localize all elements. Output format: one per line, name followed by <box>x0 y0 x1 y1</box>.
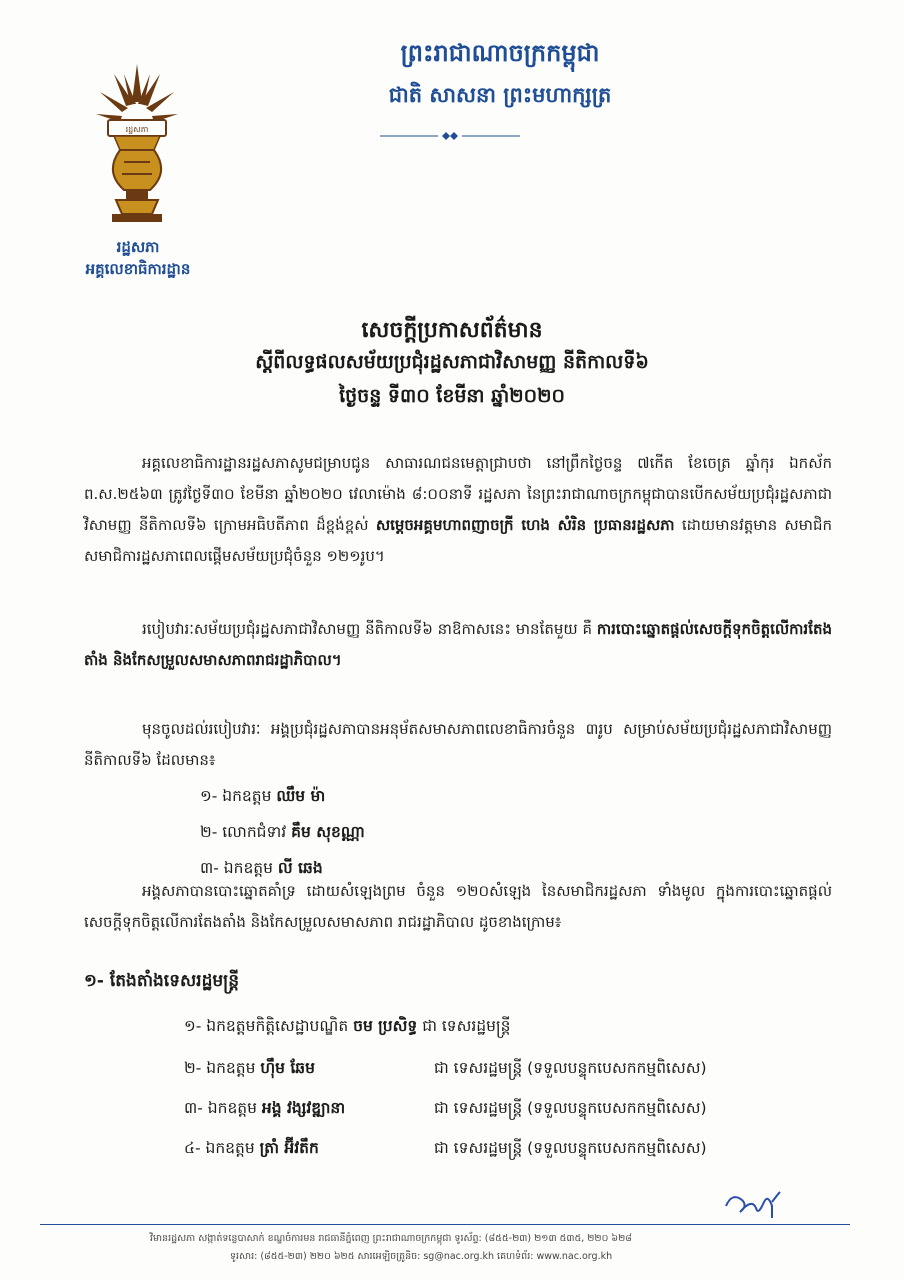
document-subtitle: ស្តីពីលទ្ធផលសម័យប្រជុំរដ្ឋសភាជាវិសាមញ្ញ នីតិកាលទី៦ <box>255 351 649 373</box>
list-item: ១- ឯកឧត្តមកិត្តិសេដ្ឋាបណ្ឌិត ចម ប្រសិទ្ធ ជា ទេសរដ្ឋមន្ត្រី <box>184 1017 511 1035</box>
paragraph-vote-text: អង្គសភាបានបោះឆ្នោតគាំទ្រ ដោយសំឡេងព្រម ចំនួន ១២០សំឡេង នៃសមាជិករដ្ឋសភា ទាំងមូល ក្នុងការបោះឆ្នោតផ្តល់សេចក្តីទុកចិត្តលើការតែងតាំង និងកែសម្រួលសមាសភាព រាជរដ្ឋាភិបាល ដូចខាងក្រោម៖ <box>84 882 832 931</box>
minister-role: ជា ទេសរដ្ឋមន្ត្រី <box>422 1017 511 1035</box>
secretary-name: គឹម សុខណ្ណា <box>291 823 365 841</box>
list-item: ៤- ឯកឧត្តម ត្រាំ អ៊ីវតឹក ជា ទេសរដ្ឋមន្ត្រី (ទទួលបន្ទុកបេសកកម្មពិសេស) <box>184 1139 707 1157</box>
document-date: ថ្ងៃចន្ទ ទី៣០ ខែមីនា ឆ្នាំ២០២០ <box>339 385 565 407</box>
minister-name: ចម ប្រសិទ្ធ <box>353 1017 418 1035</box>
agenda-item: ការបោះឆ្នោតផ្តល់សេចក្តីទុកចិត្តលើការតែងតាំង និងកែសម្រួលសមាសភាពរាជរដ្ឋាភិបាល។ <box>84 620 832 669</box>
ministry-name-line1: រដ្ឋសភា <box>116 238 160 256</box>
paragraph-opening <box>84 448 832 572</box>
paragraph-opening-text: អគ្គលេខាធិការដ្ឋានរដ្ឋសភាសូមជម្រាបជូន សាធារណជនមេត្តាជ្រាបថា នៅព្រឹកថ្ងៃចន្ទ ៧កើត ខែចេត្រ ឆ្នាំកុរ ឯកស័ក ព.ស.២៥៦៣ ត្រូវថ្ងៃទី៣០ ខែមីនា ឆ្នាំ២០២០ វេលាម៉ោង ៨:០០នាទី រដ្ឋសភា នៃព្រះរាជាណាចក្រកម្ពុជាបានបើកសម័យប្រជុំរដ្ឋសភាជាវិសាមញ្ញ នីតិកាលទី៦ ក្រោមអធិបតីភាព ដ៏ខ្ពង់ខ្ពស់ <box>84 454 832 534</box>
ministry-name-line2: អគ្គលេខាធិការដ្ឋាន <box>85 260 191 278</box>
svg-text:រដ្ឋសភា: រដ្ឋសភា <box>125 125 149 134</box>
footer-divider <box>40 1224 850 1225</box>
list-item: ១- ឯកឧត្តម ឈឹម ម៉ា <box>200 787 326 805</box>
document-title: សេចក្តីប្រកាសព័ត៌មាន <box>361 318 543 343</box>
section-heading: ១- តែងតាំងទេសរដ្ឋមន្ត្រី <box>84 971 240 991</box>
footer-contact: ទូរសារ: (៨៥៥-២៣) ២២០ ៦២៥ សារអេឡិចត្រូនិច: sg@nac.org.kh គេហទំព័រ: www.nac.org.kh <box>230 1251 613 1262</box>
secretary-name: ឈឹម ម៉ា <box>276 787 326 805</box>
signature-initial-icon <box>722 1188 782 1222</box>
footer-address: វិមានរដ្ឋសភា សង្កាត់ទន្លេបាសាក់ ខណ្ឌចំការមន រាជធានីភ្នំពេញ ព្រះរាជាណាចក្រកម្ពុជា ទូរស័ព្ទ: (៨៥៥-២៣) ២១៣ ៥៣៥, ២២០ ៦២៨ <box>150 1233 632 1244</box>
paragraph-agenda-text: របៀបវារៈសម័យប្រជុំរដ្ឋសភាជាវិសាមញ្ញ នីតិកាលទី៦ នាឱកាសនេះ មានតែមួយ គឺ <box>142 620 593 638</box>
list-item: ៣- ឯកឧត្តម លី ឆេង <box>200 859 323 877</box>
paragraph-agenda <box>84 614 832 676</box>
paragraph-vote <box>84 876 832 938</box>
minister-role: ជា ទេសរដ្ឋមន្ត្រី (ទទួលបន្ទុកបេសកកម្មពិសេស) <box>434 1139 707 1157</box>
paragraph-secretaries <box>84 714 832 776</box>
list-item: ២- ឯកឧត្តម ហ៊ឹម ឆែម ជា ទេសរដ្ឋមន្ត្រី (ទទួលបន្ទុកបេសកកម្មពិសេស) <box>184 1059 707 1077</box>
minister-name: ហ៊ឹម ឆែម <box>260 1059 315 1077</box>
minister-role: ជា ទេសរដ្ឋមន្ត្រី (ទទួលបន្ទុកបេសកកម្មពិសេស) <box>434 1059 707 1077</box>
minister-name: អង្គ វង្សវឌ្ឍានា <box>261 1099 346 1117</box>
minister-role: ជា ទេសរដ្ឋមន្ត្រី (ទទួលបន្ទុកបេសកកម្មពិសេស) <box>434 1099 707 1117</box>
national-assembly-emblem-icon <box>94 62 180 232</box>
president-name: សម្តេចអគ្គមហាពញាចក្រី ហេង សំរិន ប្រធានរដ្ឋសភា <box>375 516 675 534</box>
list-item: ៣- ឯកឧត្តម អង្គ វង្សវឌ្ឍានា ជា ទេសរដ្ឋមន្ត្រី (ទទួលបន្ទុកបេសកកម្មពិសេស) <box>184 1099 707 1117</box>
secretary-name: លី ឆេង <box>277 859 323 877</box>
paragraph-opening-end: ដោយមានវត្តមាន សមាជិក សមាជិការដ្ឋសភាពេលផ្តើមសម័យប្រជុំចំនួន ១២១រូប។ <box>84 516 832 565</box>
list-item: ២- លោកជំទាវ គឹម សុខណ្ណា <box>200 823 365 841</box>
minister-name: ត្រាំ អ៊ីវតឹក <box>259 1139 319 1157</box>
header-ornament-icon <box>380 131 520 141</box>
national-motto: ជាតិ សាសនា ព្រះមហាក្សត្រ <box>388 83 612 107</box>
kingdom-title: ព្រះរាជាណាចក្រកម្ពុជា <box>400 39 600 67</box>
paragraph-secretaries-text: មុនចូលដល់របៀបវារៈ អង្គប្រជុំរដ្ឋសភាបានអនុម័តសមាសភាពលេខាធិការចំនួន ៣រូប សម្រាប់សម័យប្រជុំរដ្ឋសភាជាវិសាមញ្ញ នីតិកាលទី៦ ដែលមាន៖ <box>84 720 832 769</box>
